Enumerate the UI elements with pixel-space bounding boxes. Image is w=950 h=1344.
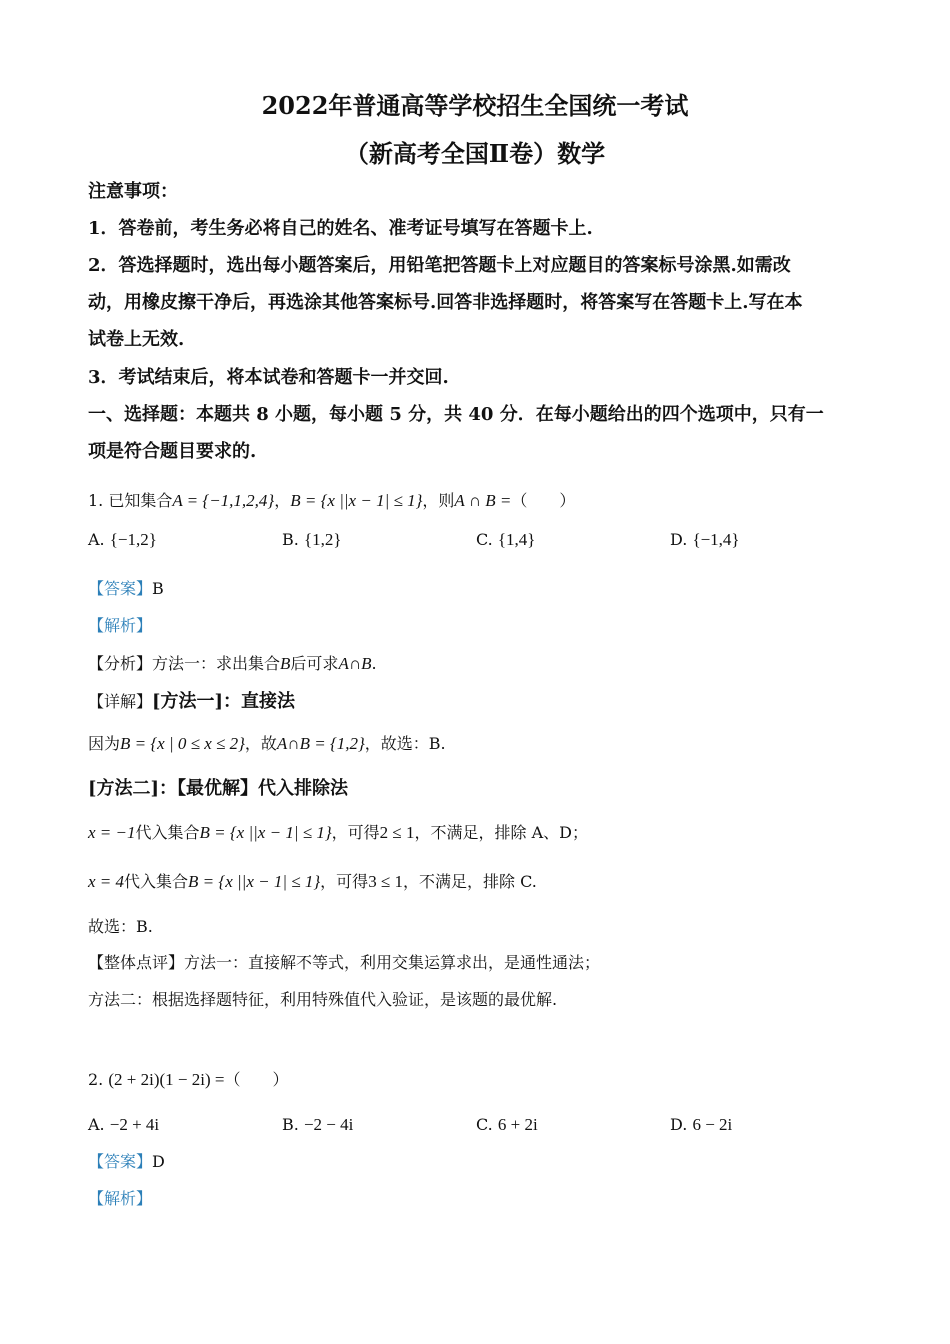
q2-option-c: C. 6 + 2i: [476, 1115, 538, 1134]
q1-review-2: 方法二：根据选择题特征，利用特殊值代入验证，是该题的最优解.: [88, 990, 558, 1009]
q1-comma: ，: [274, 491, 291, 510]
q2-stem: 2. (2 + 2i)(1 − 2i) =（ ）: [88, 1070, 289, 1089]
q1-detail-heading: 【详解】[方法一]：直接法: [88, 691, 296, 712]
q1-jiexi: 【解析】: [88, 616, 153, 635]
q1-answer: 【答案】B: [88, 579, 164, 598]
q1-method1-line: 因为B = {x | 0 ≤ x ≤ 2}，故A∩B = {1,2}，故选：B.: [88, 734, 446, 753]
q1-option-d: D. {−1,4}: [670, 530, 740, 549]
q1-analysis: 【分析】方法一：求出集合B后可求A∩B.: [88, 654, 377, 673]
q1-method2-heading: [方法二]：【最优解】代入排除法: [88, 778, 349, 799]
q1-conclusion: 故选：B.: [88, 917, 153, 936]
q1-prefix: 1. 已知集合: [88, 491, 173, 510]
notice-heading: 注意事项：: [88, 181, 178, 202]
q2-option-a: A. −2 + 4i: [88, 1115, 160, 1134]
q2-option-b: B. −2 − 4i: [282, 1115, 354, 1134]
notice-item-2c: 试卷上无效.: [88, 329, 185, 350]
notice-item-2b: 动，用橡皮擦干净后，再选涂其他答案标号.回答非选择题时，将答案写在答题卡上.写在本: [88, 292, 803, 313]
q1-option-c: C. {1,4}: [476, 530, 536, 549]
q2-jiexi: 【解析】: [88, 1189, 153, 1208]
q1-stem: [88, 490, 575, 512]
q1-option-b: B. {1,2}: [282, 530, 342, 549]
q1-set-a: A = {−1,1,2,4}: [172, 491, 275, 510]
q1-option-a: A. {−1,2}: [88, 530, 157, 549]
q1-mid: ，则: [422, 491, 455, 510]
exam-subtitle: （新高考全国Ⅱ卷）数学: [344, 139, 606, 168]
q1-set-b: B = {x ||x − 1| ≤ 1}: [290, 491, 423, 510]
q1-ask: A ∩ B =: [454, 491, 512, 510]
notice-item-3: 3．考试结束后，将本试卷和答题卡一并交回.: [88, 367, 449, 388]
section-heading-b: 项是符合题目要求的.: [88, 441, 257, 462]
q1-review-1: 【整体点评】方法一：直接解不等式，利用交集运算求出，是通性通法；: [88, 953, 601, 972]
q2-answer: 【答案】D: [88, 1152, 165, 1171]
q1-method2-line2: x = 4代入集合B = {x ||x − 1| ≤ 1}，可得3 ≤ 1，不满足，排除 C.: [88, 872, 537, 891]
exam-title: 2022年普通高等学校招生全国统一考试: [261, 91, 689, 120]
q2-option-d: D. 6 − 2i: [670, 1115, 733, 1134]
q1-paren: （ ）: [511, 491, 576, 510]
notice-item-1: 1．答卷前，考生务必将自己的姓名、准考证号填写在答题卡上.: [88, 218, 593, 239]
q1-method2-line1: x = −1代入集合B = {x ||x − 1| ≤ 1}，可得2 ≤ 1，不满足，排除 A、D；: [88, 823, 588, 842]
section-heading-a: 一、选择题：本题共 8 小题，每小题 5 分，共 40 分．在每小题给出的四个选项中，只有一: [88, 404, 824, 425]
notice-item-2a: 2．答选择题时，选出每小题答案后，用铅笔把答题卡上对应题目的答案标号涂黑.如需改: [88, 255, 791, 276]
